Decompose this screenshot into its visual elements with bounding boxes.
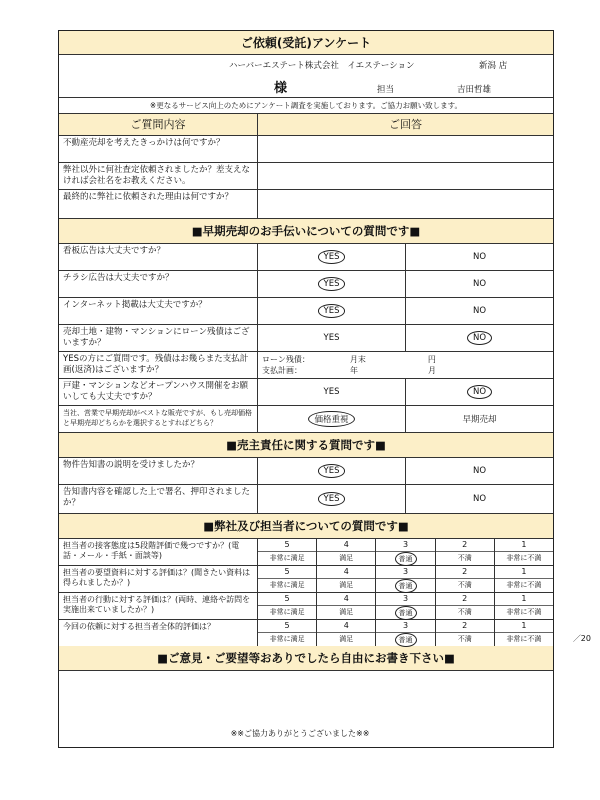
rating-label: 不満 — [457, 635, 472, 643]
intro-question: 不動産売却を考えたきっかけは何ですか？ — [59, 136, 258, 162]
column-header-row — [59, 114, 553, 136]
question-text: 看板広告は大丈夫ですか？ — [59, 244, 258, 270]
no-option[interactable]: NO — [467, 331, 492, 345]
payment-year-unit: 年 — [350, 366, 358, 375]
question-row — [59, 458, 553, 485]
question-row — [59, 325, 553, 352]
yes-option[interactable]: YES — [318, 464, 346, 478]
rating-option[interactable] — [495, 593, 553, 619]
question-text: インターネット掲載は大丈夫ですか？ — [59, 298, 258, 324]
loan-yen-unit: 円 — [427, 355, 436, 364]
rating-option[interactable] — [436, 593, 495, 619]
rating-number: 3 — [376, 620, 434, 633]
section-heading-comments: ■ご意見・ご要望等おありでしたら自由にお書き下さい■ — [59, 646, 553, 671]
question-row — [59, 298, 553, 325]
rating-option[interactable] — [495, 539, 553, 565]
question-text: 戸建・マンションなどオープンハウス開催をお願いしても大丈夫ですか？ — [59, 379, 258, 405]
rating-option[interactable] — [258, 539, 317, 565]
thank-you-footer: ※※ご協力ありがとうございました※※ — [230, 729, 370, 738]
loan-balance-unit: 月末 — [349, 355, 366, 364]
rating-question: 担当者の行動に対する評価は？(両時、連絡や訪問を実施出来ていましたか？) — [59, 593, 258, 619]
rating-label: 非常に満足 — [269, 581, 305, 589]
rating-label: 普通 — [395, 579, 417, 593]
rating-question: 今回の依頼に対する担当者全体的評価は？ — [59, 620, 258, 646]
rating-option[interactable] — [495, 566, 553, 592]
rating-number: 3 — [376, 566, 434, 579]
branch-name: 新潟 店 — [479, 61, 508, 71]
yes-option[interactable]: YES — [318, 304, 346, 318]
rating-number: 4 — [317, 620, 375, 633]
tanto-name: 吉田哲雄 — [457, 85, 492, 95]
rating-label: 普通 — [395, 633, 417, 647]
rating-number: 2 — [436, 620, 494, 633]
rating-number: 2 — [436, 539, 494, 552]
intro-row — [59, 163, 553, 190]
rating-label: 普通 — [395, 606, 417, 620]
rating-number: 1 — [495, 593, 553, 606]
early-sale-option[interactable]: 早期売却 — [462, 415, 497, 425]
rating-option[interactable] — [317, 566, 376, 592]
rating-label: 不満 — [457, 608, 472, 616]
rating-question: 担当者の要望資料に対する評価は？(聞きたい資料は得られましたか？) — [59, 566, 258, 592]
rating-label: 非常に満足 — [269, 608, 305, 616]
customer-honorific: 様 — [274, 81, 288, 96]
rating-number: 5 — [258, 539, 316, 552]
section-heading-early-sale: ■早期売却のお手伝いについての質問です■ — [59, 219, 553, 244]
rating-label: 不満 — [457, 554, 472, 562]
payment-month-unit: 月 — [428, 366, 436, 375]
rating-label: 普通 — [395, 552, 417, 566]
answer-field[interactable] — [258, 163, 553, 189]
intro-row — [59, 136, 553, 163]
tanto-label: 担当 — [377, 85, 395, 95]
rating-option[interactable] — [376, 539, 435, 565]
rating-label: 満足 — [339, 608, 354, 616]
no-option[interactable]: NO — [472, 252, 487, 262]
yes-option[interactable]: YES — [258, 325, 406, 351]
intro-row — [59, 190, 553, 219]
rating-option[interactable] — [317, 593, 376, 619]
rating-row — [59, 539, 553, 566]
rating-option[interactable] — [436, 566, 495, 592]
rating-number: 1 — [495, 539, 553, 552]
rating-number: 5 — [258, 566, 316, 579]
rating-label: 満足 — [339, 554, 354, 562]
answer-field[interactable] — [258, 190, 553, 218]
rating-number: 2 — [436, 566, 494, 579]
rating-option[interactable] — [376, 566, 435, 592]
payment-plan-label: 支払計画： — [262, 366, 302, 375]
question-text: 売却土地・建物・マンションにローン残債はございますか？ — [59, 325, 258, 351]
rating-number: 4 — [317, 539, 375, 552]
no-option[interactable]: NO — [472, 279, 487, 289]
question-row — [59, 271, 553, 298]
question-text: 告知書内容を確認した上で署名、押印されましたか？ — [59, 485, 258, 513]
rating-option[interactable] — [258, 620, 317, 646]
rating-label: 非常に不満 — [506, 581, 542, 589]
rating-number: 4 — [317, 593, 375, 606]
rating-number: 4 — [317, 566, 375, 579]
company-name: ハーバーエステート株式会社 イエステーション — [229, 61, 415, 71]
rating-option[interactable] — [376, 593, 435, 619]
rating-label: 非常に不満 — [506, 635, 542, 643]
rating-question: 担当者の接客態度は5段階評価で幾つですか？(電話・メール・手紙・面談等) — [59, 539, 258, 565]
rating-number: 5 — [258, 620, 316, 633]
rating-option[interactable] — [317, 620, 376, 646]
rating-label: 不満 — [457, 581, 472, 589]
yes-option[interactable]: YES — [318, 492, 346, 506]
question-text: 当社、営業で早期売却がベストな販売ですが、もし売却価格と早期売却どちらかを選択するとすればどちら？ — [59, 406, 258, 432]
rating-row — [59, 566, 553, 593]
rating-label: 非常に満足 — [269, 635, 305, 643]
rating-option[interactable] — [436, 620, 495, 646]
loan-row — [59, 352, 553, 379]
total-score: ／20 — [572, 634, 591, 643]
rating-option[interactable] — [258, 566, 317, 592]
yes-option[interactable]: YES — [258, 379, 406, 405]
intro-question: 弊社以外に何社査定依頼されましたか？差支えなければ会社名をお教えください。 — [59, 163, 258, 189]
answer-column-header: ご回答 — [258, 114, 553, 135]
yes-option[interactable]: YES — [318, 277, 346, 291]
rating-row — [59, 620, 591, 646]
rating-label: 非常に不満 — [506, 554, 542, 562]
question-column-header: ご質問内容 — [59, 114, 258, 135]
rating-number: 3 — [376, 539, 434, 552]
rating-option[interactable] — [436, 539, 495, 565]
price-priority-option[interactable]: 価格重視 — [308, 411, 354, 427]
question-text: チラシ広告は大丈夫ですか？ — [59, 271, 258, 297]
rating-number: 2 — [436, 593, 494, 606]
form-title: ご依頼(受託)アンケート — [59, 31, 553, 55]
section-heading-seller-duty: ■売主責任に関する質問です■ — [59, 433, 553, 458]
survey-form — [58, 30, 591, 748]
rating-label: 満足 — [339, 635, 354, 643]
question-row — [59, 244, 553, 271]
rating-row — [59, 593, 553, 620]
rating-option[interactable] — [376, 620, 435, 646]
question-text: 物件告知書の説明を受けましたか？ — [59, 458, 258, 484]
no-option[interactable]: NO — [472, 494, 487, 504]
rating-label: 満足 — [339, 581, 354, 589]
rating-option[interactable] — [258, 593, 317, 619]
question-row — [59, 485, 553, 514]
no-option[interactable]: NO — [472, 466, 487, 476]
loan-question: YESの方にご質問です。残債はお幾らまた支払計画(返済)はございますか？ — [59, 352, 258, 378]
rating-number: 3 — [376, 593, 434, 606]
answer-field[interactable] — [258, 136, 553, 162]
loan-answer[interactable] — [258, 352, 553, 378]
rating-number: 1 — [495, 620, 553, 633]
question-row — [59, 379, 553, 406]
question-row — [59, 406, 553, 433]
no-option[interactable]: NO — [472, 306, 487, 316]
rating-number: 5 — [258, 593, 316, 606]
rating-label: 非常に不満 — [506, 608, 542, 616]
rating-option[interactable] — [495, 620, 553, 646]
loan-balance-label: ローン残債： — [262, 355, 310, 364]
rating-label: 非常に満足 — [269, 554, 305, 562]
rating-option[interactable] — [317, 539, 376, 565]
yes-option[interactable]: YES — [318, 250, 346, 264]
survey-note: ※更なるサービス向上のためにアンケート調査を実施しております。ご協力お願い致します。 — [59, 98, 553, 114]
intro-question: 最終的に弊社に依頼された理由は何ですか？ — [59, 190, 258, 218]
section-heading-company-staff: ■弊社及び担当者についての質問です■ — [59, 514, 553, 539]
no-option[interactable]: NO — [467, 385, 492, 399]
header-block — [59, 55, 553, 98]
rating-number: 1 — [495, 566, 553, 579]
